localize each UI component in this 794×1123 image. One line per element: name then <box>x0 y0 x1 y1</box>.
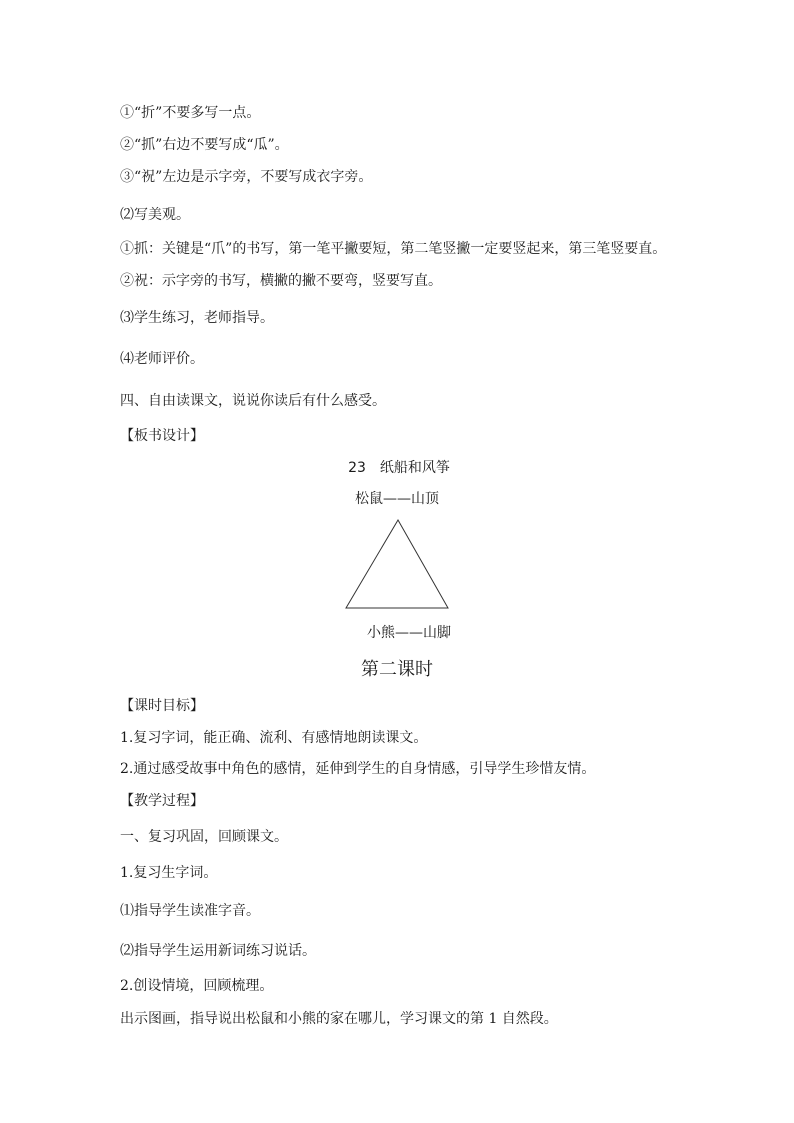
process-6: 出示图画，指导说出松鼠和小熊的家在哪儿，学习课文的第 1 自然段。 <box>120 1011 558 1027</box>
board-title: 23 纸船和风筝 <box>348 460 450 476</box>
board-top-label: 松鼠——山顶 <box>355 491 439 507</box>
line-free-read: 四、自由读课文，说说你读后有什么感受。 <box>120 393 386 409</box>
line-xie-meiguan: ⑵写美观。 <box>120 207 190 223</box>
goals-heading: 【课时目标】 <box>120 698 204 714</box>
line-zhua: ②“抓”右边不要写成“瓜”。 <box>120 137 289 153</box>
process-3: ⑴指导学生读准字音。 <box>120 903 260 919</box>
line-zhua-detail: ①抓：关键是“爪”的书写，第一笔平撇要短，第二笔竖撇一定要竖起来，第三笔竖要直。 <box>120 241 667 257</box>
board-bottom-label: 小熊——山脚 <box>367 625 451 641</box>
goal-2: 2.通过感受故事中角色的感情，延伸到学生的自身情感，引导学生珍惜友情。 <box>120 761 596 777</box>
line-zhu-detail: ②祝：示字旁的书写，横撇的撇不要弯，竖要写直。 <box>120 273 442 289</box>
line-zhe: ①“折”不要多写一点。 <box>120 105 261 121</box>
process-4: ⑵指导学生运用新词练习说话。 <box>120 943 316 959</box>
goal-1: 1.复习字词，能正确、流利、有感情地朗读课文。 <box>120 730 428 746</box>
process-1: 一、复习巩固，回顾课文。 <box>120 829 288 845</box>
line-evaluate: ⑷老师评价。 <box>120 351 204 367</box>
line-zhu: ③“祝”左边是示字旁，不要写成衣字旁。 <box>120 169 373 185</box>
process-5: 2.创设情境，回顾梳理。 <box>120 978 274 994</box>
board-heading: 【板书设计】 <box>120 428 204 444</box>
process-heading: 【教学过程】 <box>120 793 204 809</box>
line-practice: ⑶学生练习，老师指导。 <box>120 310 274 326</box>
board-triangle <box>340 516 456 612</box>
lesson2-title: 第二课时 <box>361 659 433 680</box>
process-2: 1.复习生字词。 <box>120 865 218 881</box>
